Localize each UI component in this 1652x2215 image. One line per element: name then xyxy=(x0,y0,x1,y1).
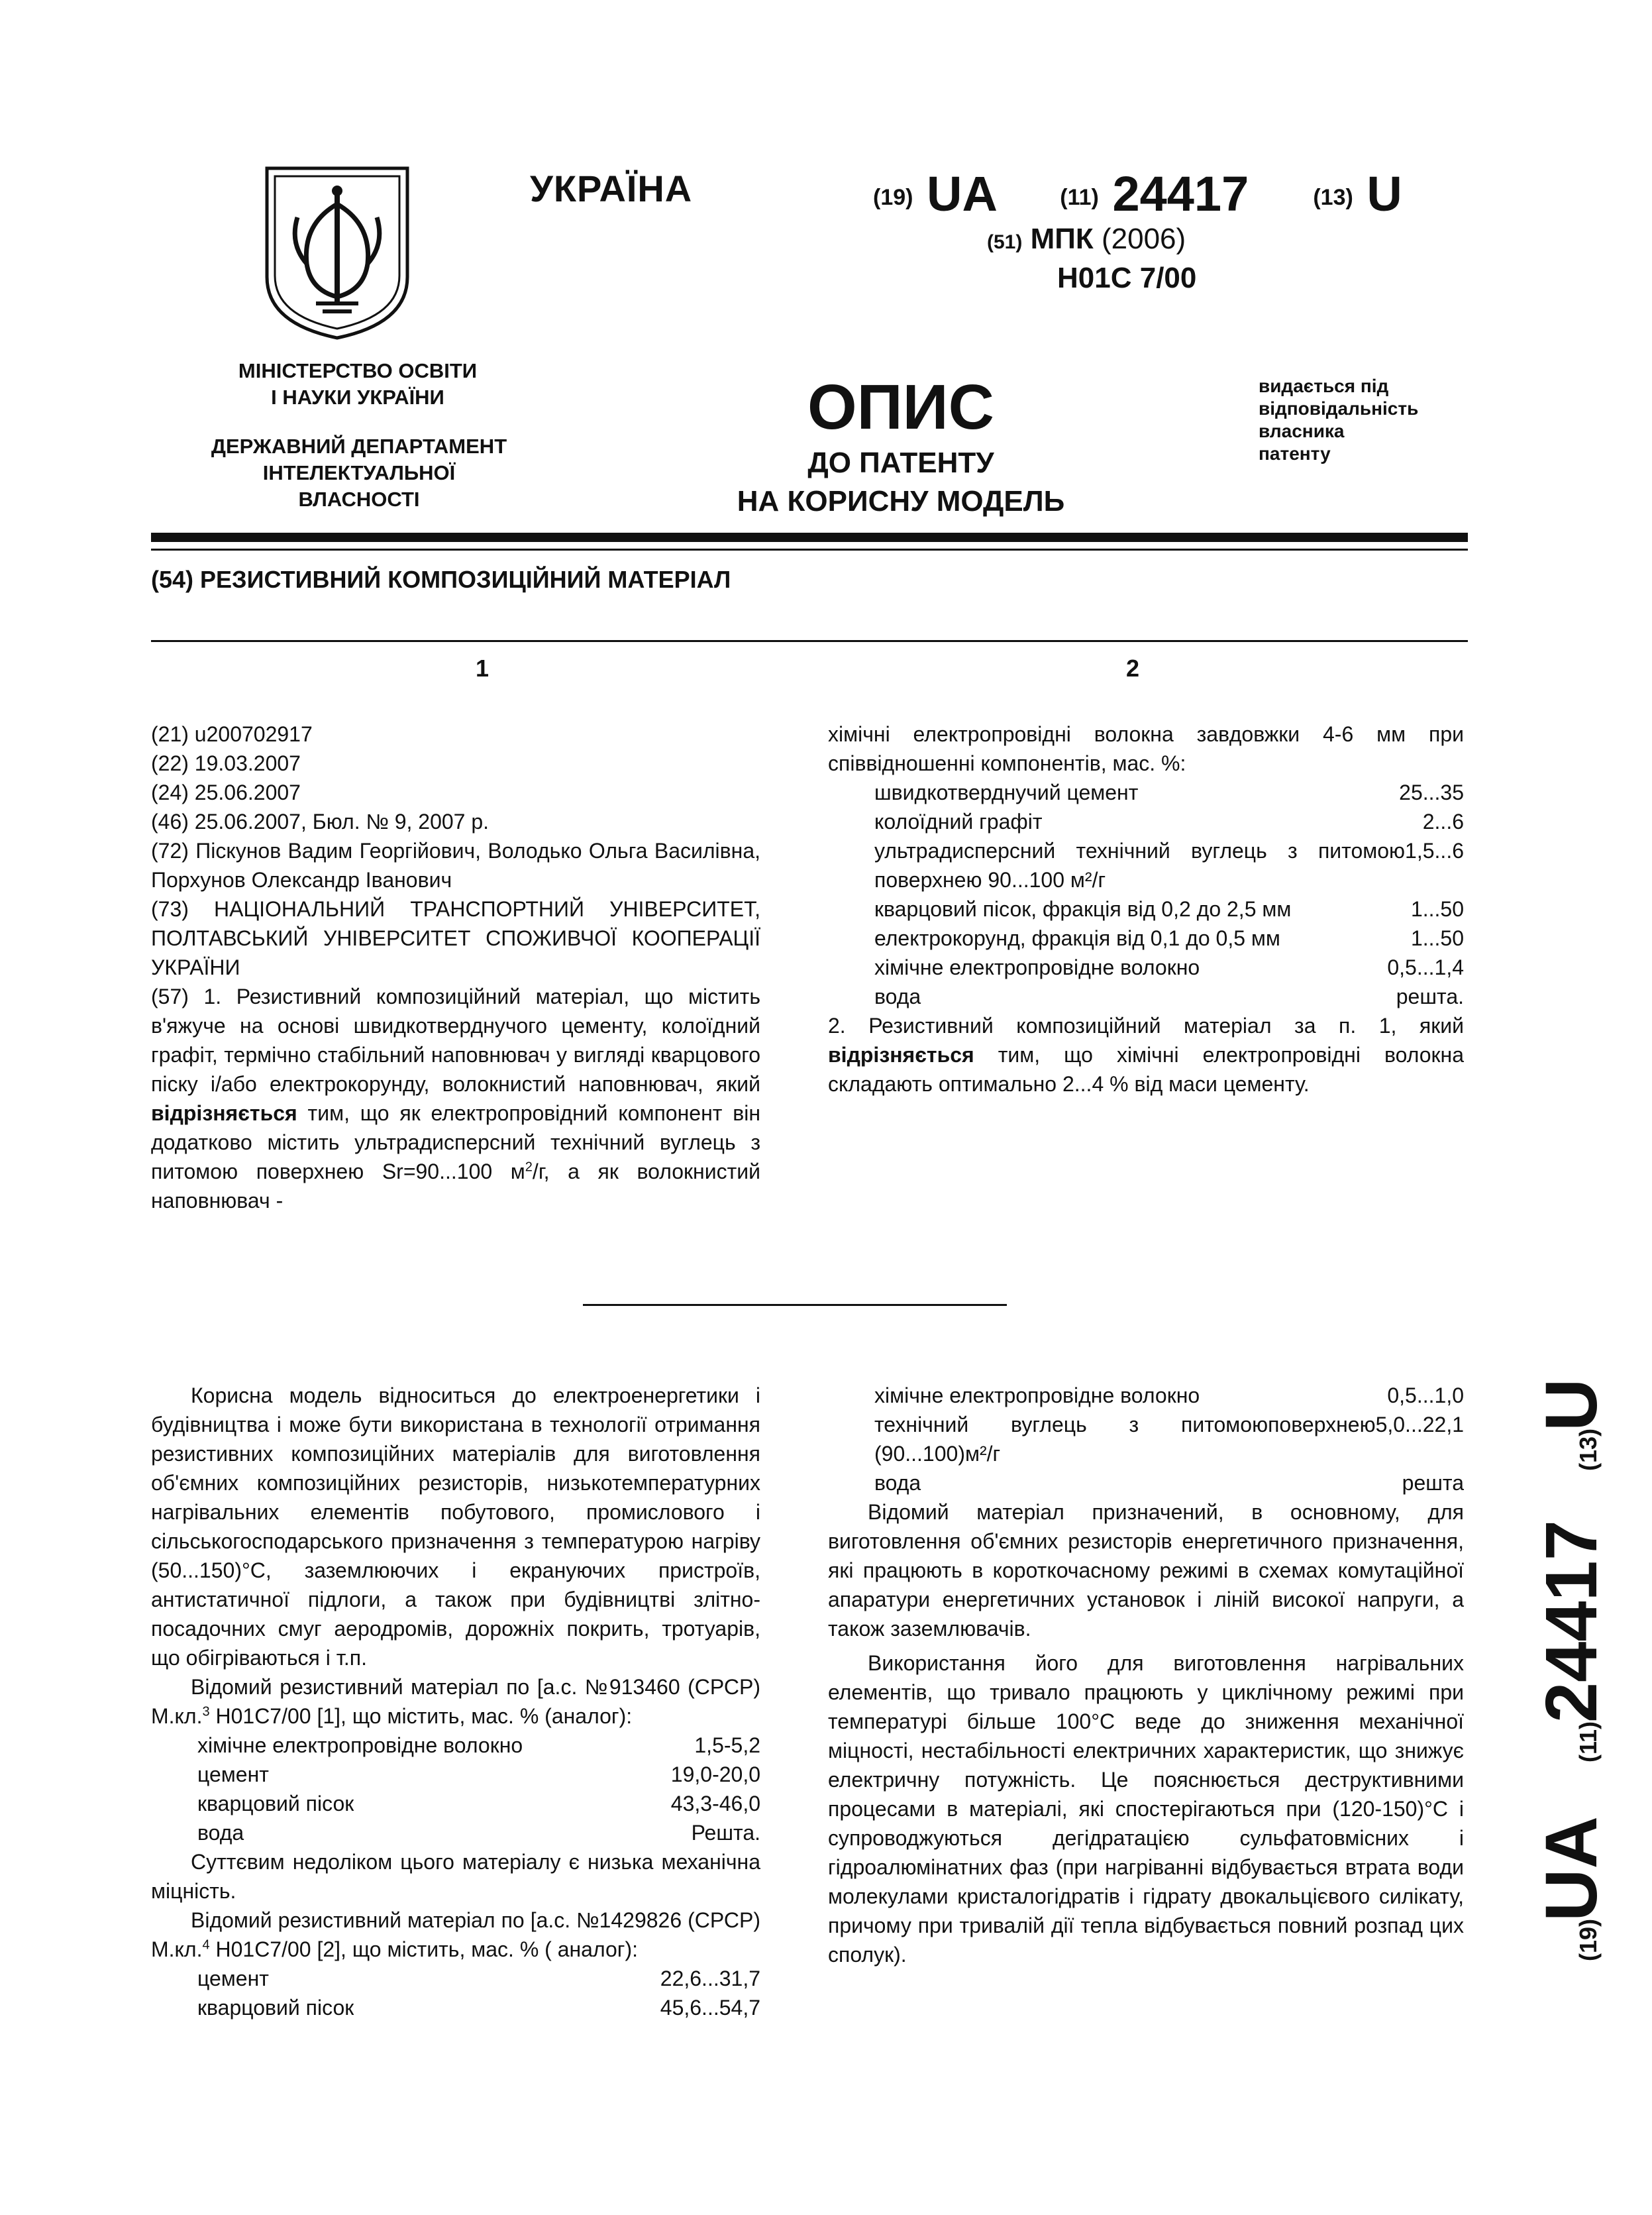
composition-row xyxy=(197,1993,760,2022)
composition-row xyxy=(874,1410,1464,1468)
claim-keyword: відрізняється xyxy=(151,1101,297,1125)
claims-continuation xyxy=(828,720,1464,1099)
kind-code: U xyxy=(1367,166,1402,221)
department xyxy=(147,433,571,513)
department-line: ІНТЕЛЕКТУАЛЬНОЇ xyxy=(262,461,456,484)
component-value: 43,3-46,0 xyxy=(670,1792,760,1815)
component-name: колоїдний графіт xyxy=(874,810,1043,834)
component-value: решта xyxy=(1402,1471,1464,1495)
claim-1 xyxy=(151,982,760,1215)
field-21: (21) u200702917 xyxy=(151,722,313,746)
composition-row xyxy=(197,1789,760,1818)
component-name: ультрадисперсний технічний вуглець з питомою поверхнею 90...100 м²/г xyxy=(874,839,1406,892)
superscript: 4 xyxy=(202,1937,210,1953)
patent-number: 24417 xyxy=(1112,166,1249,221)
component-name: технічний вуглець з питомоюповерхнею (90...100)м²/г xyxy=(874,1413,1376,1466)
desc-paragraph: Корисна модель відноситься до електроенергетики і будівництва і може бути використана в технології отримання резистивних композиційних матеріалів для виготовлення об'ємних композиційних резисторів, низькотемпературних нагрівальних елементів побутового, промислового і сільськогосподарського призначення з температурою нагріву (50...150)°С, заземлюючих і екрануючих пристроїв, антистатичної підлоги, а також при будівництві злітно-посадочних смуг аеродромів, дорожніх покрить, тротуарів, що обігріваються і т.п. xyxy=(151,1383,760,1670)
separator-rule xyxy=(583,1304,1007,1306)
country-code: UA xyxy=(927,166,996,221)
component-value: 0,5...1,0 xyxy=(1387,1383,1464,1407)
side-publication-label xyxy=(1497,1299,1623,1968)
desc-paragraph: Використання його для виготовлення нагрівальних елементів, що тривало працюють у циклічному режимі при температурі більше 100°С веде до зниження механічної міцності, нестабільності електричних характеристик, що знижує електричну потужність. Це пояснюється деструктивними процесами в матеріалі, які спостерігаються при (120-150)°С і супроводжуються дегідратацією сульфатовмісних і гідроалюмінатних фаз (при нагріванні відбувається втрата води молекулами кристалогідратів і гідрату двокальцієвого силікату, причому при тривалій дії тепла відбувається повний розпад цих сполук). xyxy=(828,1651,1464,1967)
claim-keyword: відрізняється xyxy=(828,1043,974,1067)
component-value: Решта. xyxy=(691,1821,760,1845)
side-code-19: (19) xyxy=(1575,1918,1602,1961)
composition-row xyxy=(874,953,1464,982)
column-number: 1 xyxy=(476,655,490,682)
composition-row xyxy=(874,778,1464,807)
code-11: (11) xyxy=(1060,184,1099,210)
code-13: (13) xyxy=(1313,184,1353,210)
component-name: цемент xyxy=(197,1967,269,1990)
code-51: (51) xyxy=(987,231,1023,253)
responsibility-note xyxy=(1259,375,1418,465)
note-line: видається під xyxy=(1259,376,1389,396)
publication-number xyxy=(873,166,1402,222)
description-right xyxy=(828,1381,1464,1969)
claim-intro: хімічні електропровідні волокна завдовжки 4-6 мм при співвідношенні компонентів, мас. %: xyxy=(828,722,1464,775)
country-name: УКРАЇНА xyxy=(530,168,693,209)
side-patent-number: 24417 xyxy=(1531,1520,1612,1723)
component-name: кварцовий пісок xyxy=(197,1792,354,1815)
claim-text: тим, що хімічні електропровідні волокна складають оптимально 2...4 % від маси цементу. xyxy=(828,1043,1465,1096)
ministry xyxy=(185,358,530,411)
ministry-line: МІНІСТЕРСТВО ОСВІТИ xyxy=(238,359,478,382)
component-value: 19,0-20,0 xyxy=(670,1762,760,1786)
composition-row xyxy=(197,1731,760,1760)
note-line: відповідальність xyxy=(1259,398,1419,419)
component-name: вода xyxy=(197,1821,244,1845)
component-value: решта. xyxy=(1396,985,1464,1008)
composition-row xyxy=(874,1381,1464,1410)
ipc-line xyxy=(987,223,1186,256)
column-number: 2 xyxy=(1126,655,1140,682)
claim-text: 2. Резистивний композиційний матеріал за п. 1, який xyxy=(828,1014,1464,1038)
composition-row xyxy=(874,924,1464,953)
desc-paragraph: Суттєвим недоліком цього матеріалу є низька механічна міцність. xyxy=(151,1850,760,1903)
section-rule xyxy=(151,640,1468,642)
document-title: ОПИС xyxy=(807,372,994,443)
composition-row xyxy=(874,836,1464,894)
department-line: ВЛАСНОСТІ xyxy=(298,488,420,511)
desc-text: Відомий резистивний матеріал по [а.с. №913460 (СРСР) М.кл. xyxy=(151,1675,760,1728)
note-line: патенту xyxy=(1259,443,1331,464)
component-name: швидкотверднучий цемент xyxy=(874,781,1139,804)
analog-composition-list xyxy=(151,1964,760,2022)
field-73: (73) НАЦІОНАЛЬНИЙ ТРАНСПОРТНИЙ УНІВЕРСИТЕТ, ПОЛТАВСЬКИЙ УНІВЕРСИТЕТ СПОЖИВЧОЇ КООПЕРАЦІЇ УКРАЇНИ xyxy=(151,897,760,979)
claim-2 xyxy=(828,1011,1464,1099)
subtitle-line: ДО ПАТЕНТУ xyxy=(807,447,994,479)
desc-paragraph: Відомий матеріал призначений, в основному, для виготовлення об'ємних резисторів енергетичного призначення, які працюють в короткочасному режимі в схемах комутаційної апаратури енергетичних установок і ліній високої напруги, а також заземлювачів. xyxy=(828,1500,1464,1641)
superscript: 2 xyxy=(525,1160,533,1175)
field-24: (24) 25.06.2007 xyxy=(151,781,301,804)
claim-text: тим, що як електропровідний компонент він додатково містить ультрадисперсний технічний вуглець з питомою поверхнею Sr=90...100 м xyxy=(151,1101,761,1183)
component-value: 1,5...6 xyxy=(1405,839,1464,863)
field-72: (72) Піскунов Вадим Георгійович, Володько Ольга Василівна, Порхунов Олександр Іванович xyxy=(151,839,760,892)
component-name: хімічне електропровідне волокно xyxy=(874,955,1200,979)
component-name: вода xyxy=(874,985,921,1008)
desc-paragraph xyxy=(151,1672,760,1731)
side-code-13: (13) xyxy=(1575,1428,1602,1471)
component-value: 45,6...54,7 xyxy=(660,1996,760,2020)
desc-text: H01С7/00 [1], що містить, мас. % (аналог): xyxy=(209,1704,633,1728)
component-value: 5,0...22,1 xyxy=(1375,1413,1464,1436)
composition-list xyxy=(828,778,1464,1011)
component-name: електрокорунд, фракція від 0,1 до 0,5 мм xyxy=(874,926,1280,950)
header-rule-thin xyxy=(151,549,1468,551)
invention-title: (54) РЕЗИСТИВНИЙ КОМПОЗИЦІЙНИЙ МАТЕРІАЛ xyxy=(151,566,731,593)
component-value: 25...35 xyxy=(1399,781,1464,804)
component-name: цемент xyxy=(197,1762,269,1786)
analog-composition-list xyxy=(151,1731,760,1847)
component-name: кварцовий пісок, фракція від 0,2 до 2,5 мм xyxy=(874,897,1292,921)
header-rule-thick xyxy=(151,533,1468,542)
analog-composition-list xyxy=(828,1381,1464,1497)
component-value: 1...50 xyxy=(1410,897,1464,921)
ipc-year: (2006) xyxy=(1101,223,1186,255)
coat-of-arms-icon xyxy=(263,164,411,342)
subtitle-line: НА КОРИСНУ МОДЕЛЬ xyxy=(737,485,1065,517)
composition-row xyxy=(197,1760,760,1789)
desc-text: Відомий резистивний матеріал по [а.с. №1429826 (СРСР) М.кл. xyxy=(151,1908,760,1961)
composition-row xyxy=(874,1468,1464,1497)
code-19: (19) xyxy=(873,184,913,210)
component-name: кварцовий пісок xyxy=(197,1996,354,2020)
ministry-line: І НАУКИ УКРАЇНИ xyxy=(271,386,444,409)
desc-paragraph xyxy=(151,1906,760,1964)
field-22: (22) 19.03.2007 xyxy=(151,751,301,775)
component-value: 22,6...31,7 xyxy=(660,1967,760,1990)
document-subtitle xyxy=(662,444,1139,521)
side-kind-code: U xyxy=(1531,1378,1612,1431)
ipc-class: H01C 7/00 xyxy=(1057,262,1197,294)
claim-text: /г, а як волокнистий наповнювач - xyxy=(151,1160,760,1213)
composition-row xyxy=(197,1818,760,1847)
department-line: ДЕРЖАВНИЙ ДЕПАРТАМЕНТ xyxy=(211,435,507,458)
superscript: 3 xyxy=(202,1704,210,1719)
composition-row xyxy=(874,982,1464,1011)
field-46: (46) 25.06.2007, Бюл. № 9, 2007 р. xyxy=(151,810,490,834)
composition-row xyxy=(197,1964,760,1993)
component-value: 1...50 xyxy=(1410,926,1464,950)
description-left xyxy=(151,1381,760,2022)
composition-row xyxy=(874,807,1464,836)
side-code-11: (11) xyxy=(1575,1721,1602,1762)
component-name: вода xyxy=(874,1471,921,1495)
bibliographic-data xyxy=(151,720,760,1215)
ipc-label: МПК xyxy=(1030,223,1094,255)
side-country-code: UA xyxy=(1531,1816,1612,1921)
note-line: власника xyxy=(1259,421,1345,441)
desc-text: H01С7/00 [2], що містить, мас. % ( аналог): xyxy=(209,1937,639,1961)
component-name: хімічне електропровідне волокно xyxy=(197,1733,523,1757)
claim-text: (57) 1. Резистивний композиційний матеріал, що містить в'яжуче на основі швидкотверднучого цементу, колоїдний графіт, термічно стабільний наповнювач у вигляді кварцового піску і/або електрокорунду, волокнистий наповнювач, який xyxy=(151,985,760,1096)
component-value: 0,5...1,4 xyxy=(1387,955,1464,979)
component-value: 2...6 xyxy=(1422,810,1464,834)
component-value: 1,5-5,2 xyxy=(694,1733,760,1757)
composition-row xyxy=(874,894,1464,924)
component-name: хімічне електропровідне волокно xyxy=(874,1383,1200,1407)
